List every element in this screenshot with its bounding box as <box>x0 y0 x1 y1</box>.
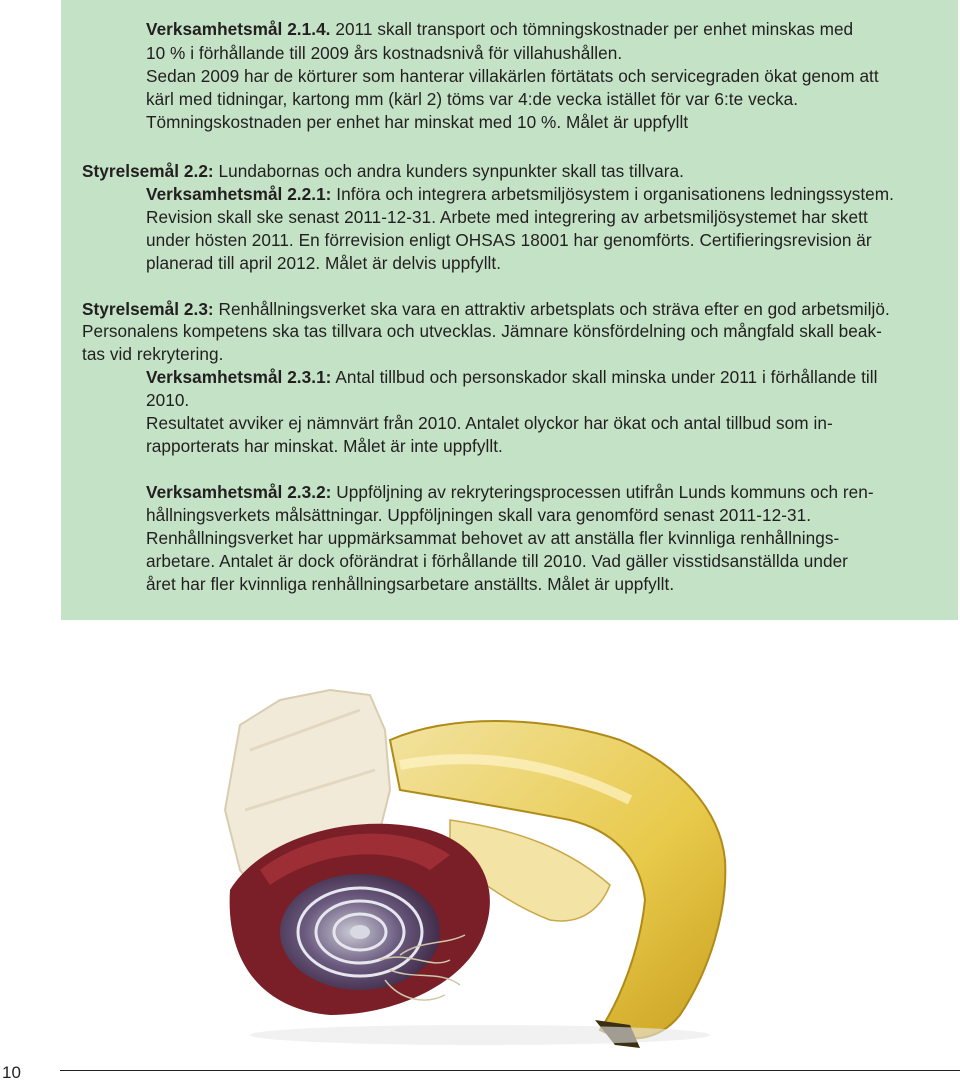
food-waste-photo <box>200 670 760 1050</box>
goal-2-2-1-line-4: planerad till april 2012. Målet är delvis uppfyllt. <box>146 253 502 273</box>
board-goal-2-3-line-1: Styrelsemål 2.3: Renhållningsverket ska vara en attraktiv arbetsplats och sträva efter en god arbetsmiljö. <box>82 299 890 319</box>
goal-2-1-4-line-1: Verksamhetsmål 2.1.4. 2011 skall transport och tömningskostnader per enhet minskas med <box>146 19 854 39</box>
board-goal-2-3-heading: Styrelsemål 2.3: <box>82 299 214 319</box>
goal-2-3-2-line-4: arbetare. Antalet är dock oförändrat i förhållande till 2010. Vad gäller visstidsanställda under <box>146 551 848 571</box>
goal-2-1-4-line-2: 10 % i förhållande till 2009 års kostnadsnivå för villahushållen. <box>146 43 623 63</box>
board-goal-2-2-heading: Styrelsemål 2.2: <box>82 161 214 181</box>
goal-2-3-2-line-1: Verksamhetsmål 2.3.2: Uppföljning av rekryteringsprocessen utifrån Lunds kommuns och ren- <box>146 482 874 502</box>
goal-2-3-2-line-3: Renhållningsverket har uppmärksammat behovet av att anställa fler kvinnliga renhållnings- <box>146 528 840 548</box>
goal-2-1-4-heading: Verksamhetsmål 2.1.4. <box>146 19 331 39</box>
goal-2-2-1-line-1: Verksamhetsmål 2.2.1: Införa och integrera arbetsmiljösystem i organisationens ledningssystem. <box>146 184 894 204</box>
board-goal-2-3-line-2: Personalens kompetens ska tas tillvara och utvecklas. Jämnare könsfördelning och mångfald skall beak- <box>82 321 882 341</box>
goal-2-2-1-line-2: Revision skall ske senast 2011-12-31. Arbete med integrering av arbetsmiljösystemet har skett <box>146 207 868 227</box>
goal-2-3-1-heading: Verksamhetsmål 2.3.1: <box>146 367 332 387</box>
goal-2-3-1-line-3: Resultatet avviker ej nämnvärt från 2010. Antalet olyckor har ökat och antal tillbud som in- <box>146 413 833 433</box>
goal-2-3-2-line-5: året har fler kvinnliga renhållningsarbetare anställts. Målet är uppfyllt. <box>146 574 675 594</box>
goal-2-3-1-line-4: rapporterats har minskat. Målet är inte uppfyllt. <box>146 436 503 456</box>
footer-rule <box>60 1070 960 1071</box>
goal-2-3-1-line-1: Verksamhetsmål 2.3.1: Antal tillbud och personskador skall minska under 2011 i förhållande till <box>146 367 878 387</box>
page-number: 10 <box>2 1063 21 1082</box>
goal-2-2-1-line-3: under hösten 2011. En förrevision enligt OHSAS 18001 har genomförts. Certifieringsrevision är <box>146 230 872 250</box>
board-goal-2-3-line-3: tas vid rekrytering. <box>82 344 224 364</box>
goal-2-1-4-line-4: kärl med tidningar, kartong mm (kärl 2) töms var 4:de vecka istället för var 6:te vecka. <box>146 89 799 109</box>
goal-2-3-1-line-2: 2010. <box>146 390 190 410</box>
goal-2-3-2-line-2: hållningsverkets målsättningar. Uppföljningen skall vara genomförd senast 2011-12-31. <box>146 505 812 525</box>
goal-2-1-4-line-3: Sedan 2009 har de körturer som hanterar villakärlen förtätats och servicegraden ökat genom att <box>146 66 879 86</box>
goal-2-1-4-line-5: Tömningskostnaden per enhet har minskat med 10 %. Målet är uppfyllt <box>146 112 689 132</box>
goal-2-2-1-heading: Verksamhetsmål 2.2.1: <box>146 184 332 204</box>
goal-2-3-2-heading: Verksamhetsmål 2.3.2: <box>146 482 332 502</box>
board-goal-2-2-line-1: Styrelsemål 2.2: Lundabornas och andra kunders synpunkter skall tas tillvara. <box>82 161 684 181</box>
